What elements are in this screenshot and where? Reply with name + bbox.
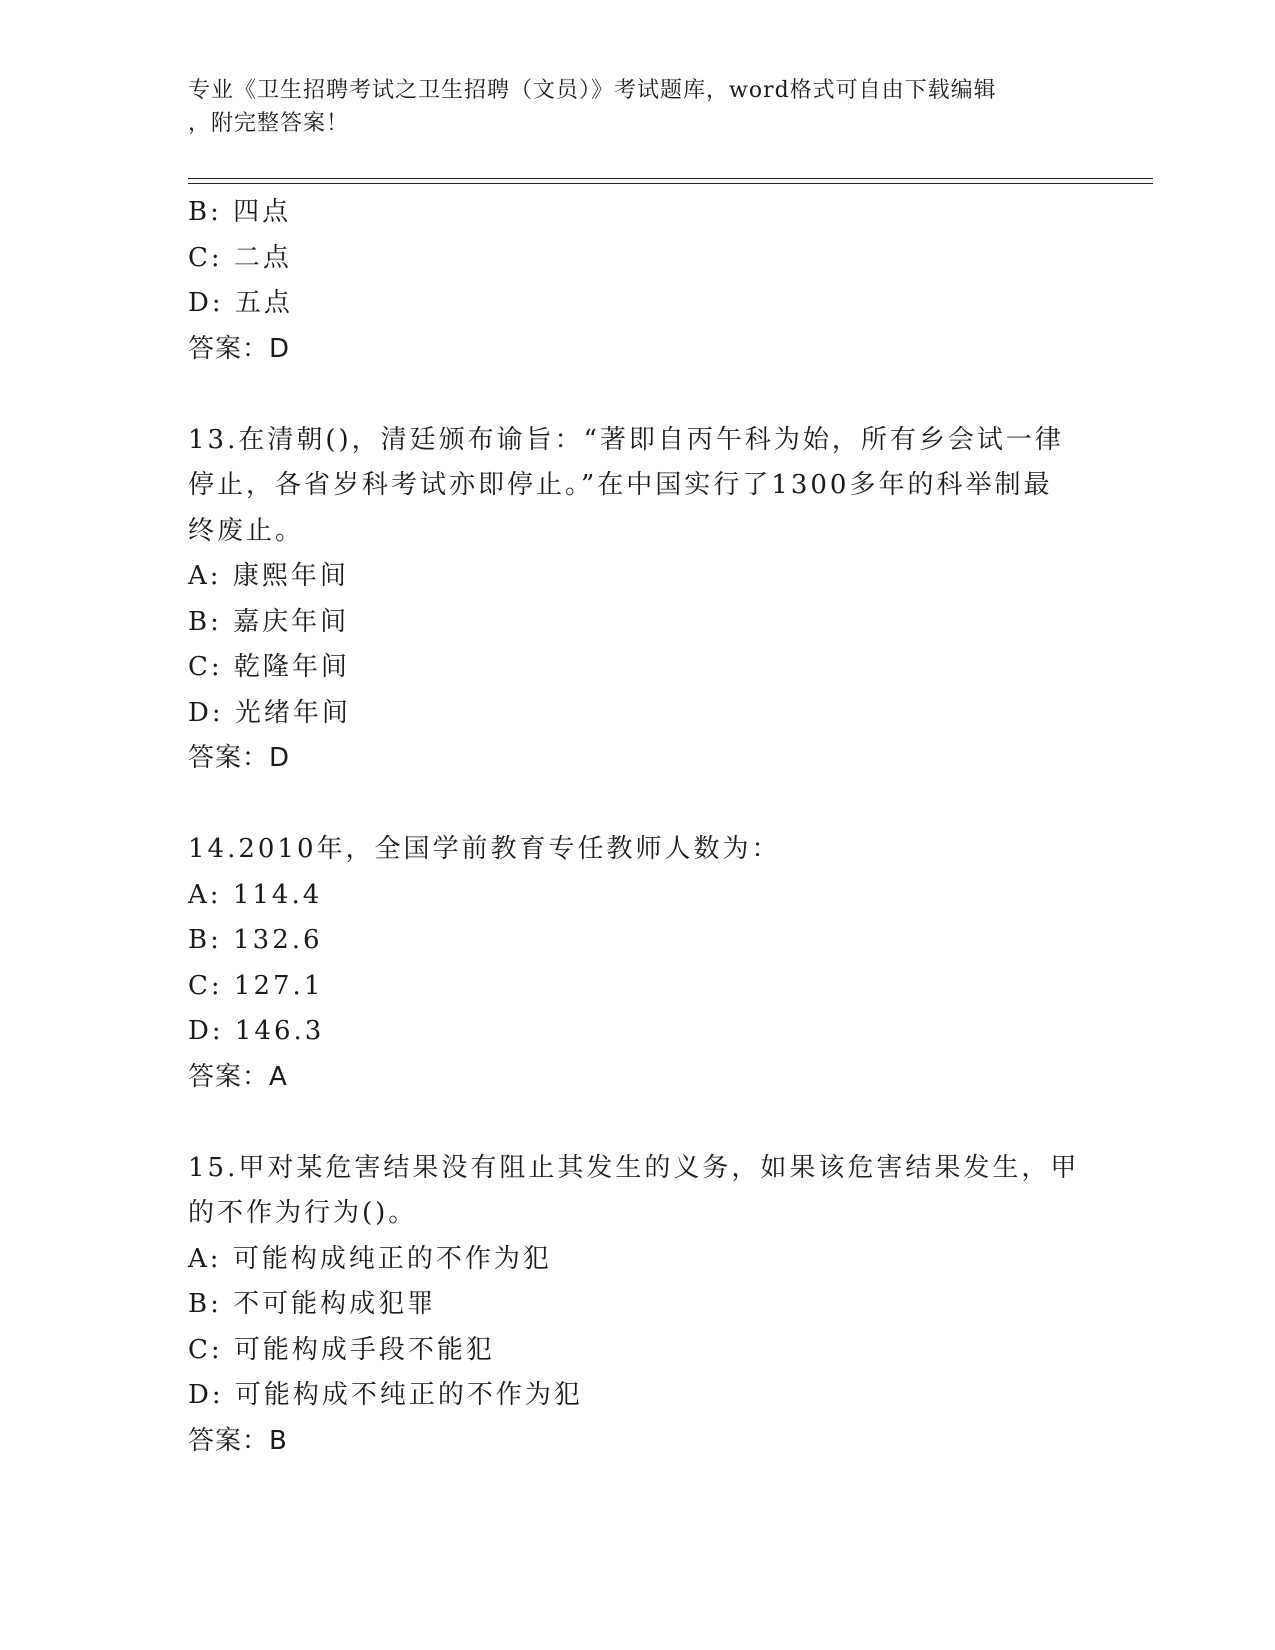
question-stem-line: 13.在清朝()，清廷颁布谕旨：“著即自丙午科为始，所有乡会试一律	[188, 424, 1064, 455]
option-a: A: 114.4	[188, 879, 323, 910]
option-b: B: 四点	[188, 197, 292, 227]
question-stem-line: 的不作为行为()。	[188, 1198, 418, 1228]
header-line-2: ，附完整答案！	[188, 111, 350, 136]
option-b: B: 嘉庆年间	[188, 606, 350, 637]
header-divider-top	[188, 178, 1153, 179]
option-c: C: 127.1	[188, 970, 324, 1001]
answer-line: 答案：D	[188, 743, 291, 773]
option-a: A: 康熙年间	[188, 561, 349, 591]
answer-line: 答案：B	[188, 1425, 288, 1456]
question-stem-line: 14.2010年，全国学前教育专任教师人数为：	[188, 834, 781, 864]
option-b: B: 不可能构成犯罪	[188, 1289, 437, 1319]
option-d: D: 146.3	[188, 1016, 325, 1046]
question-continued	[188, 190, 1088, 372]
header-line-1: 专业《卫生招聘考试之卫生招聘（文员）》考试题库，word格式可自由下载编辑	[188, 78, 997, 103]
question-stem-line: 终废止。	[188, 515, 305, 546]
question-stem-line: 停止，各省岁科考试亦即停止。”在中国实行了1300多年的科举制最	[188, 470, 1053, 500]
option-d: D: 光绪年间	[188, 697, 351, 728]
header-divider-bottom	[188, 183, 1153, 184]
option-c: C: 可能构成手段不能犯	[188, 1334, 495, 1365]
question-14	[188, 827, 1088, 1100]
option-c: C: 乾隆年间	[188, 652, 350, 682]
question-15	[188, 1146, 1088, 1465]
option-c: C: 二点	[188, 242, 292, 273]
question-stem-line: 15.甲对某危害结果没有阻止其发生的义务，如果该危害结果发生，甲	[188, 1152, 1080, 1183]
page-header	[188, 74, 1068, 140]
option-d: D: 可能构成不纯正的不作为犯	[188, 1380, 583, 1410]
answer-line: 答案：A	[188, 1061, 288, 1092]
document-content	[188, 190, 1088, 1464]
option-b: B: 132.6	[188, 925, 323, 955]
question-13	[188, 418, 1088, 782]
option-a: A: 可能构成纯正的不作为犯	[188, 1243, 552, 1274]
answer-line: 答案：D	[188, 333, 291, 364]
option-d: D: 五点	[188, 288, 293, 318]
